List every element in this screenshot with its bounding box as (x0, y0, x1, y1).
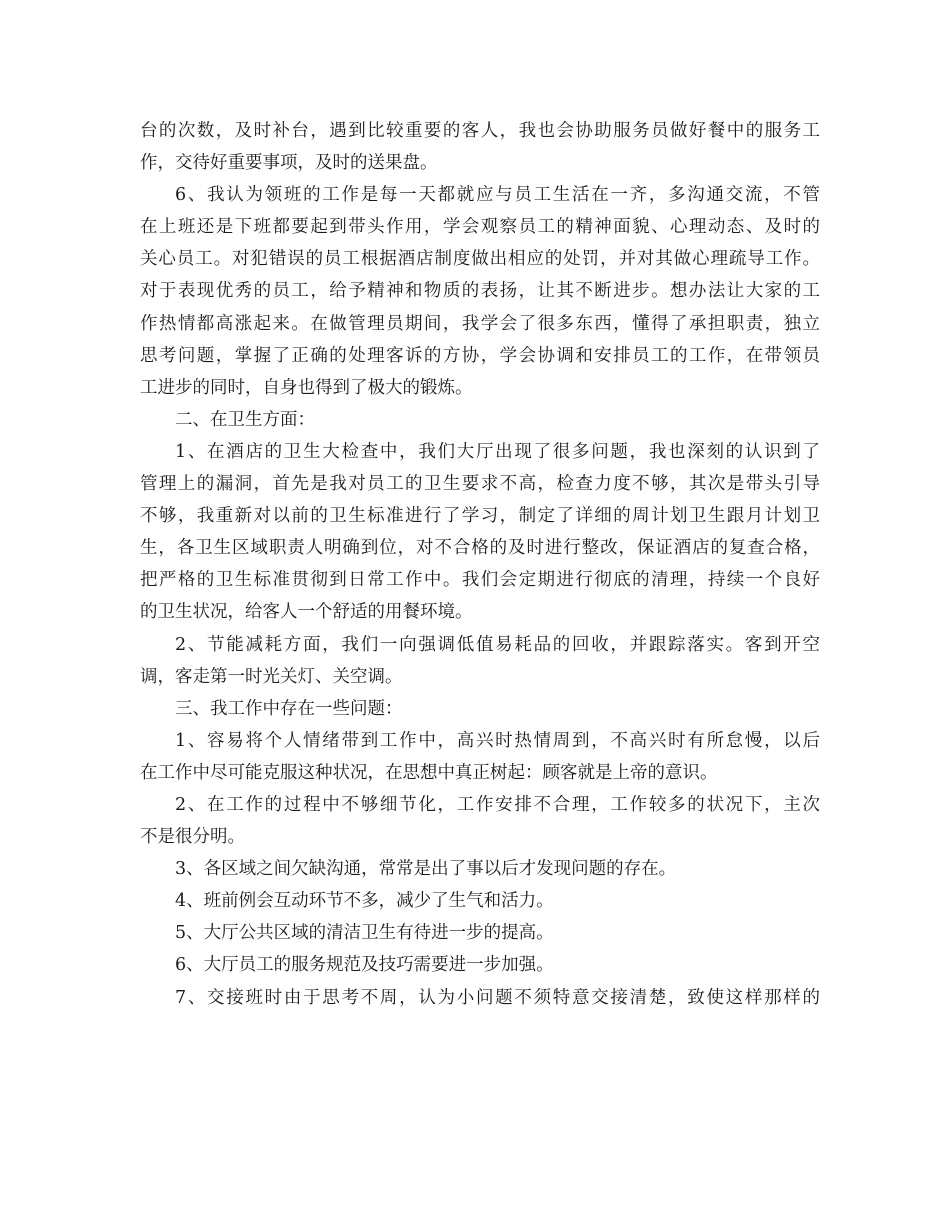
document-body (140, 115, 820, 1014)
text-line: 7、交接班时由于思考不周，认为小问题不须特意交接清楚，致使这样那样的 (175, 987, 820, 1008)
text-line: 在上班还是下班都要起到带头作用，学会观察员工的精神面貌、心理动态、及时的 (140, 217, 820, 238)
text-line: 生，各卫生区域职责人明确到位，对不合格的及时进行整改，保证酒店的复查合格， (140, 538, 820, 559)
text-line: 思考问题，掌握了正确的处理客诉的方协，学会协调和安排员工的工作，在带领员 (140, 345, 820, 366)
text-line: 1、容易将个人情绪带到工作中，高兴时热情周到，不高兴时有所怠慢，以后 (175, 730, 820, 751)
text-line: 工进步的同时，自身也得到了极大的锻炼。 (140, 377, 473, 398)
section-heading: 二、在卫生方面： (175, 409, 315, 430)
text-line: 对于表现优秀的员工，给予精神和物质的表扬，让其不断进步。想办法让大家的工 (140, 281, 820, 302)
text-line: 6、我认为领班的工作是每一天都就应与员工生活在一齐，多沟通交流，不管 (175, 185, 820, 206)
section-heading: 三、我工作中存在一些问题： (175, 698, 403, 719)
text-line: 1、在酒店的卫生大检查中，我们大厅出现了很多问题，我也深刻的认识到了 (175, 441, 820, 462)
text-line: 的卫生状况，给客人一个舒适的用餐环境。 (140, 602, 473, 623)
text-line: 3、各区域之间欠缺沟通，常常是出了事以后才发现问题的存在。 (175, 859, 677, 880)
text-line: 台的次数，及时补台，遇到比较重要的客人，我也会协助服务员做好餐中的服务工 (140, 121, 820, 141)
text-line: 4、班前例会互动环节不多，减少了生气和活力。 (175, 891, 554, 912)
text-line: 关心员工。对犯错误的员工根据酒店制度做出相应的处罚，并对其做心理疏导工作。 (140, 249, 820, 270)
text-line: 把严格的卫生标准贯彻到日常工作中。我们会定期进行彻底的清理，持续一个良好 (140, 570, 820, 591)
text-line: 调，客走第一时光关灯、关空调。 (140, 666, 403, 687)
text-line: 不够，我重新对以前的卫生标准进行了学习，制定了详细的周计划卫生跟月计划卫 (140, 506, 820, 527)
text-line: 5、大厅公共区域的清洁卫生有待进一步的提高。 (175, 923, 554, 944)
text-line: 作热情都高涨起来。在做管理员期间，我学会了很多东西，懂得了承担职责，独立 (140, 313, 820, 334)
text-line: 管理上的漏洞，首先是我对员工的卫生要求不高，检查力度不够，其次是带头引导 (140, 474, 820, 495)
text-line: 作，交待好重要事项，及时的送果盘。 (140, 153, 438, 174)
text-line: 2、在工作的过程中不够细节化，工作安排不合理，工作较多的状况下，主次 (175, 794, 820, 815)
text-line: 6、大厅员工的服务规范及技巧需要进一步加强。 (175, 955, 554, 976)
text-line: 2、节能减耗方面，我们一向强调低值易耗品的回收，并跟踪落实。客到开空 (175, 634, 820, 655)
text-line: 在工作中尽可能克服这种状况，在思想中真正树起：顾客就是上帝的意识。 (140, 762, 718, 783)
text-line: 不是很分明。 (140, 827, 245, 848)
